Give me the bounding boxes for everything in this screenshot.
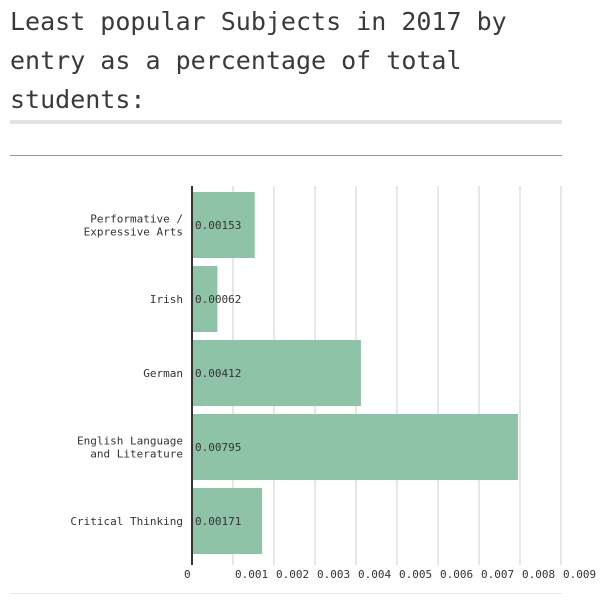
- x-tick-label: 0: [184, 568, 191, 581]
- category-label: English Language: [77, 434, 183, 448]
- category-label: and Literature: [90, 447, 183, 461]
- footer-divider: [10, 593, 562, 594]
- bar-chart: [0, 160, 600, 600]
- x-tick-label: 0.008: [522, 568, 556, 581]
- x-tick-label: 0.004: [358, 568, 392, 581]
- data-label: 0.00171: [195, 515, 242, 528]
- x-tick-label: 0.005: [399, 568, 433, 581]
- x-tick-label: 0.009: [563, 568, 597, 581]
- data-label: 0.00062: [195, 293, 242, 306]
- x-tick-label: 0.002: [276, 568, 310, 581]
- category-label: Irish: [149, 293, 183, 306]
- x-tick-label: 0.007: [481, 568, 515, 581]
- x-tick-label: 0.001: [235, 568, 269, 581]
- data-label: 0.00795: [195, 441, 242, 454]
- data-label: 0.00153: [195, 219, 242, 232]
- data-label: 0.00412: [195, 367, 242, 380]
- title-divider: [10, 120, 562, 124]
- category-label: German: [143, 367, 183, 380]
- category-label: Critical Thinking: [70, 515, 183, 528]
- category-label: Performative /: [90, 212, 183, 226]
- x-tick-label: 0.003: [317, 568, 351, 581]
- x-tick-label: 0.006: [440, 568, 474, 581]
- chart-title: Least popular Subjects in 2017 by entry as a percentage of total students:: [10, 7, 507, 114]
- category-label: Expressive Arts: [83, 225, 183, 239]
- header-divider: [10, 155, 562, 156]
